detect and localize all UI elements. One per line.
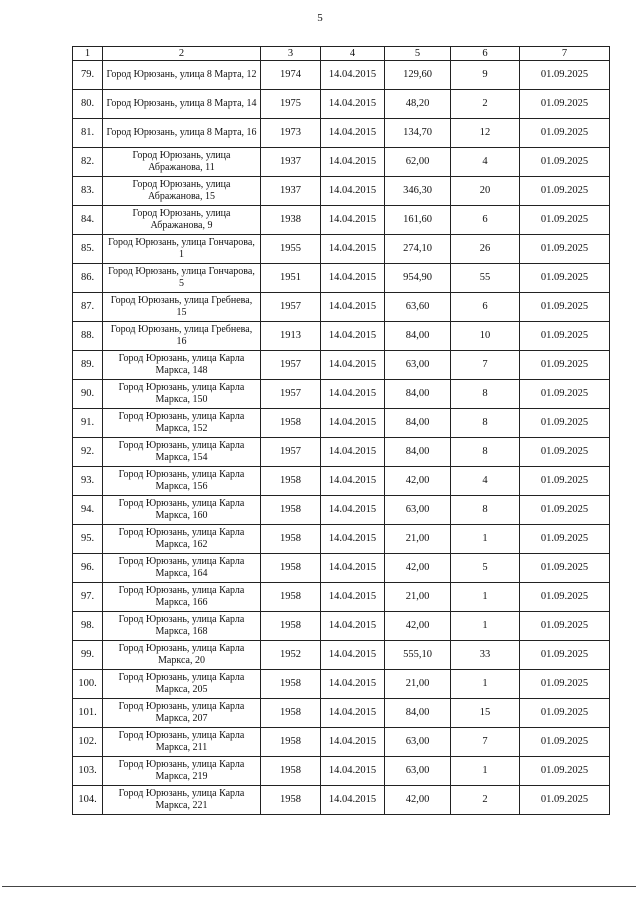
table-row	[73, 554, 610, 583]
year-built-cell: 1957	[261, 293, 321, 322]
area-cell: 63,00	[385, 351, 451, 380]
survey-date-cell: 14.04.2015	[321, 61, 385, 90]
row-number-cell: 103.	[73, 757, 103, 786]
footer-divider	[2, 886, 636, 887]
survey-date-cell: 14.04.2015	[321, 670, 385, 699]
table-row	[73, 177, 610, 206]
survey-date-cell: 14.04.2015	[321, 90, 385, 119]
column-header: 5	[385, 47, 451, 61]
survey-date-cell: 14.04.2015	[321, 177, 385, 206]
deadline-cell: 01.09.2025	[520, 351, 610, 380]
residents-count-cell: 4	[451, 148, 520, 177]
year-built-cell: 1958	[261, 757, 321, 786]
table-row	[73, 90, 610, 119]
year-built-cell: 1937	[261, 148, 321, 177]
residents-count-cell: 1	[451, 612, 520, 641]
residents-count-cell: 6	[451, 293, 520, 322]
row-number-cell: 79.	[73, 61, 103, 90]
table-row	[73, 728, 610, 757]
column-number-row	[73, 47, 610, 61]
table-row	[73, 612, 610, 641]
deadline-cell: 01.09.2025	[520, 380, 610, 409]
area-cell: 62,00	[385, 148, 451, 177]
area-cell: 63,60	[385, 293, 451, 322]
table-row	[73, 525, 610, 554]
row-number-cell: 91.	[73, 409, 103, 438]
row-number-cell: 80.	[73, 90, 103, 119]
table-row	[73, 61, 610, 90]
deadline-cell: 01.09.2025	[520, 641, 610, 670]
row-number-cell: 85.	[73, 235, 103, 264]
address-cell: Город Юрюзань, улица Карла Маркса, 207	[103, 699, 261, 728]
deadline-cell: 01.09.2025	[520, 728, 610, 757]
deadline-cell: 01.09.2025	[520, 699, 610, 728]
area-cell: 63,00	[385, 496, 451, 525]
deadline-cell: 01.09.2025	[520, 264, 610, 293]
row-number-cell: 95.	[73, 525, 103, 554]
address-cell: Город Юрюзань, улица Гребнева, 16	[103, 322, 261, 351]
table-row	[73, 786, 610, 815]
residents-count-cell: 8	[451, 409, 520, 438]
survey-date-cell: 14.04.2015	[321, 786, 385, 815]
row-number-cell: 81.	[73, 119, 103, 148]
residents-count-cell: 2	[451, 786, 520, 815]
address-cell: Город Юрюзань, улица Карла Маркса, 219	[103, 757, 261, 786]
area-cell: 42,00	[385, 554, 451, 583]
deadline-cell: 01.09.2025	[520, 61, 610, 90]
year-built-cell: 1958	[261, 583, 321, 612]
survey-date-cell: 14.04.2015	[321, 351, 385, 380]
area-cell: 274,10	[385, 235, 451, 264]
address-cell: Город Юрюзань, улица Карла Маркса, 152	[103, 409, 261, 438]
residents-count-cell: 20	[451, 177, 520, 206]
table-row	[73, 119, 610, 148]
table-row	[73, 206, 610, 235]
deadline-cell: 01.09.2025	[520, 583, 610, 612]
survey-date-cell: 14.04.2015	[321, 583, 385, 612]
area-cell: 555,10	[385, 641, 451, 670]
column-header: 3	[261, 47, 321, 61]
residents-count-cell: 8	[451, 380, 520, 409]
deadline-cell: 01.09.2025	[520, 90, 610, 119]
table-row	[73, 235, 610, 264]
table-row	[73, 351, 610, 380]
residents-count-cell: 7	[451, 728, 520, 757]
column-header: 6	[451, 47, 520, 61]
row-number-cell: 104.	[73, 786, 103, 815]
residents-count-cell: 8	[451, 438, 520, 467]
row-number-cell: 96.	[73, 554, 103, 583]
table-row	[73, 670, 610, 699]
area-cell: 134,70	[385, 119, 451, 148]
table-row	[73, 641, 610, 670]
survey-date-cell: 14.04.2015	[321, 409, 385, 438]
residents-count-cell: 5	[451, 554, 520, 583]
address-cell: Город Юрюзань, улица 8 Марта, 16	[103, 119, 261, 148]
year-built-cell: 1958	[261, 699, 321, 728]
residents-count-cell: 1	[451, 583, 520, 612]
year-built-cell: 1958	[261, 728, 321, 757]
address-cell: Город Юрюзань, улица Карла Маркса, 162	[103, 525, 261, 554]
address-cell: Город Юрюзань, улица Гончарова, 5	[103, 264, 261, 293]
area-cell: 129,60	[385, 61, 451, 90]
row-number-cell: 99.	[73, 641, 103, 670]
residents-count-cell: 10	[451, 322, 520, 351]
table-row	[73, 322, 610, 351]
table-row	[73, 293, 610, 322]
row-number-cell: 93.	[73, 467, 103, 496]
address-cell: Город Юрюзань, улица Карла Маркса, 160	[103, 496, 261, 525]
area-cell: 954,90	[385, 264, 451, 293]
year-built-cell: 1958	[261, 409, 321, 438]
address-cell: Город Юрюзань, улица 8 Марта, 14	[103, 90, 261, 119]
area-cell: 161,60	[385, 206, 451, 235]
row-number-cell: 87.	[73, 293, 103, 322]
row-number-cell: 83.	[73, 177, 103, 206]
survey-date-cell: 14.04.2015	[321, 525, 385, 554]
address-cell: Город Юрюзань, улица Гребнева, 15	[103, 293, 261, 322]
row-number-cell: 82.	[73, 148, 103, 177]
residents-count-cell: 4	[451, 467, 520, 496]
table-row	[73, 264, 610, 293]
row-number-cell: 92.	[73, 438, 103, 467]
row-number-cell: 97.	[73, 583, 103, 612]
address-cell: Город Юрюзань, улица Карла Маркса, 154	[103, 438, 261, 467]
column-header: 1	[73, 47, 103, 61]
survey-date-cell: 14.04.2015	[321, 641, 385, 670]
table-row	[73, 148, 610, 177]
survey-date-cell: 14.04.2015	[321, 699, 385, 728]
residents-count-cell: 6	[451, 206, 520, 235]
year-built-cell: 1973	[261, 119, 321, 148]
area-cell: 42,00	[385, 786, 451, 815]
residents-count-cell: 1	[451, 757, 520, 786]
column-header: 4	[321, 47, 385, 61]
survey-date-cell: 14.04.2015	[321, 235, 385, 264]
deadline-cell: 01.09.2025	[520, 177, 610, 206]
survey-date-cell: 14.04.2015	[321, 264, 385, 293]
area-cell: 84,00	[385, 699, 451, 728]
column-header: 2	[103, 47, 261, 61]
address-cell: Город Юрюзань, улица 8 Марта, 12	[103, 61, 261, 90]
row-number-cell: 100.	[73, 670, 103, 699]
address-cell: Город Юрюзань, улица Карла Маркса, 150	[103, 380, 261, 409]
deadline-cell: 01.09.2025	[520, 206, 610, 235]
address-cell: Город Юрюзань, улица Абражанова, 9	[103, 206, 261, 235]
area-cell: 21,00	[385, 670, 451, 699]
address-cell: Город Юрюзань, улица Карла Маркса, 166	[103, 583, 261, 612]
residents-count-cell: 15	[451, 699, 520, 728]
deadline-cell: 01.09.2025	[520, 409, 610, 438]
year-built-cell: 1957	[261, 380, 321, 409]
area-cell: 84,00	[385, 438, 451, 467]
row-number-cell: 89.	[73, 351, 103, 380]
survey-date-cell: 14.04.2015	[321, 554, 385, 583]
year-built-cell: 1958	[261, 670, 321, 699]
row-number-cell: 88.	[73, 322, 103, 351]
area-cell: 42,00	[385, 612, 451, 641]
year-built-cell: 1958	[261, 525, 321, 554]
area-cell: 63,00	[385, 728, 451, 757]
survey-date-cell: 14.04.2015	[321, 612, 385, 641]
residents-count-cell: 33	[451, 641, 520, 670]
row-number-cell: 90.	[73, 380, 103, 409]
address-cell: Город Юрюзань, улица Абражанова, 11	[103, 148, 261, 177]
year-built-cell: 1958	[261, 612, 321, 641]
residents-count-cell: 8	[451, 496, 520, 525]
residents-count-cell: 26	[451, 235, 520, 264]
deadline-cell: 01.09.2025	[520, 786, 610, 815]
address-cell: Город Юрюзань, улица Карла Маркса, 205	[103, 670, 261, 699]
year-built-cell: 1955	[261, 235, 321, 264]
survey-date-cell: 14.04.2015	[321, 438, 385, 467]
area-cell: 84,00	[385, 409, 451, 438]
address-cell: Город Юрюзань, улица Карла Маркса, 20	[103, 641, 261, 670]
survey-date-cell: 14.04.2015	[321, 728, 385, 757]
table-row	[73, 583, 610, 612]
year-built-cell: 1958	[261, 467, 321, 496]
survey-date-cell: 14.04.2015	[321, 322, 385, 351]
area-cell: 63,00	[385, 757, 451, 786]
table-row	[73, 380, 610, 409]
housing-registry-table	[72, 46, 610, 815]
table-body	[73, 61, 610, 815]
year-built-cell: 1957	[261, 438, 321, 467]
residents-count-cell: 7	[451, 351, 520, 380]
survey-date-cell: 14.04.2015	[321, 467, 385, 496]
deadline-cell: 01.09.2025	[520, 612, 610, 641]
address-cell: Город Юрюзань, улица Карла Маркса, 211	[103, 728, 261, 757]
survey-date-cell: 14.04.2015	[321, 757, 385, 786]
residents-count-cell: 55	[451, 264, 520, 293]
residents-count-cell: 1	[451, 525, 520, 554]
deadline-cell: 01.09.2025	[520, 496, 610, 525]
table-row	[73, 496, 610, 525]
area-cell: 84,00	[385, 322, 451, 351]
deadline-cell: 01.09.2025	[520, 293, 610, 322]
area-cell: 48,20	[385, 90, 451, 119]
year-built-cell: 1951	[261, 264, 321, 293]
deadline-cell: 01.09.2025	[520, 235, 610, 264]
deadline-cell: 01.09.2025	[520, 438, 610, 467]
survey-date-cell: 14.04.2015	[321, 496, 385, 525]
deadline-cell: 01.09.2025	[520, 148, 610, 177]
survey-date-cell: 14.04.2015	[321, 119, 385, 148]
year-built-cell: 1958	[261, 786, 321, 815]
deadline-cell: 01.09.2025	[520, 525, 610, 554]
table-row	[73, 438, 610, 467]
survey-date-cell: 14.04.2015	[321, 148, 385, 177]
area-cell: 21,00	[385, 583, 451, 612]
year-built-cell: 1937	[261, 177, 321, 206]
area-cell: 21,00	[385, 525, 451, 554]
row-number-cell: 84.	[73, 206, 103, 235]
address-cell: Город Юрюзань, улица Карла Маркса, 221	[103, 786, 261, 815]
year-built-cell: 1958	[261, 554, 321, 583]
deadline-cell: 01.09.2025	[520, 322, 610, 351]
deadline-cell: 01.09.2025	[520, 467, 610, 496]
deadline-cell: 01.09.2025	[520, 670, 610, 699]
residents-count-cell: 9	[451, 61, 520, 90]
address-cell: Город Юрюзань, улица Абражанова, 15	[103, 177, 261, 206]
year-built-cell: 1957	[261, 351, 321, 380]
residents-count-cell: 12	[451, 119, 520, 148]
table-row	[73, 757, 610, 786]
row-number-cell: 86.	[73, 264, 103, 293]
address-cell: Город Юрюзань, улица Карла Маркса, 164	[103, 554, 261, 583]
address-cell: Город Юрюзань, улица Карла Маркса, 148	[103, 351, 261, 380]
deadline-cell: 01.09.2025	[520, 554, 610, 583]
table-row	[73, 699, 610, 728]
row-number-cell: 98.	[73, 612, 103, 641]
year-built-cell: 1938	[261, 206, 321, 235]
page-number: 5	[317, 12, 323, 24]
year-built-cell: 1958	[261, 496, 321, 525]
area-cell: 42,00	[385, 467, 451, 496]
survey-date-cell: 14.04.2015	[321, 380, 385, 409]
residents-count-cell: 2	[451, 90, 520, 119]
year-built-cell: 1952	[261, 641, 321, 670]
year-built-cell: 1975	[261, 90, 321, 119]
row-number-cell: 101.	[73, 699, 103, 728]
row-number-cell: 94.	[73, 496, 103, 525]
address-cell: Город Юрюзань, улица Карла Маркса, 168	[103, 612, 261, 641]
area-cell: 84,00	[385, 380, 451, 409]
table-row	[73, 409, 610, 438]
year-built-cell: 1974	[261, 61, 321, 90]
residents-count-cell: 1	[451, 670, 520, 699]
year-built-cell: 1913	[261, 322, 321, 351]
area-cell: 346,30	[385, 177, 451, 206]
address-cell: Город Юрюзань, улица Гончарова, 1	[103, 235, 261, 264]
column-header: 7	[520, 47, 610, 61]
table-row	[73, 467, 610, 496]
row-number-cell: 102.	[73, 728, 103, 757]
survey-date-cell: 14.04.2015	[321, 206, 385, 235]
survey-date-cell: 14.04.2015	[321, 293, 385, 322]
address-cell: Город Юрюзань, улица Карла Маркса, 156	[103, 467, 261, 496]
deadline-cell: 01.09.2025	[520, 119, 610, 148]
deadline-cell: 01.09.2025	[520, 757, 610, 786]
